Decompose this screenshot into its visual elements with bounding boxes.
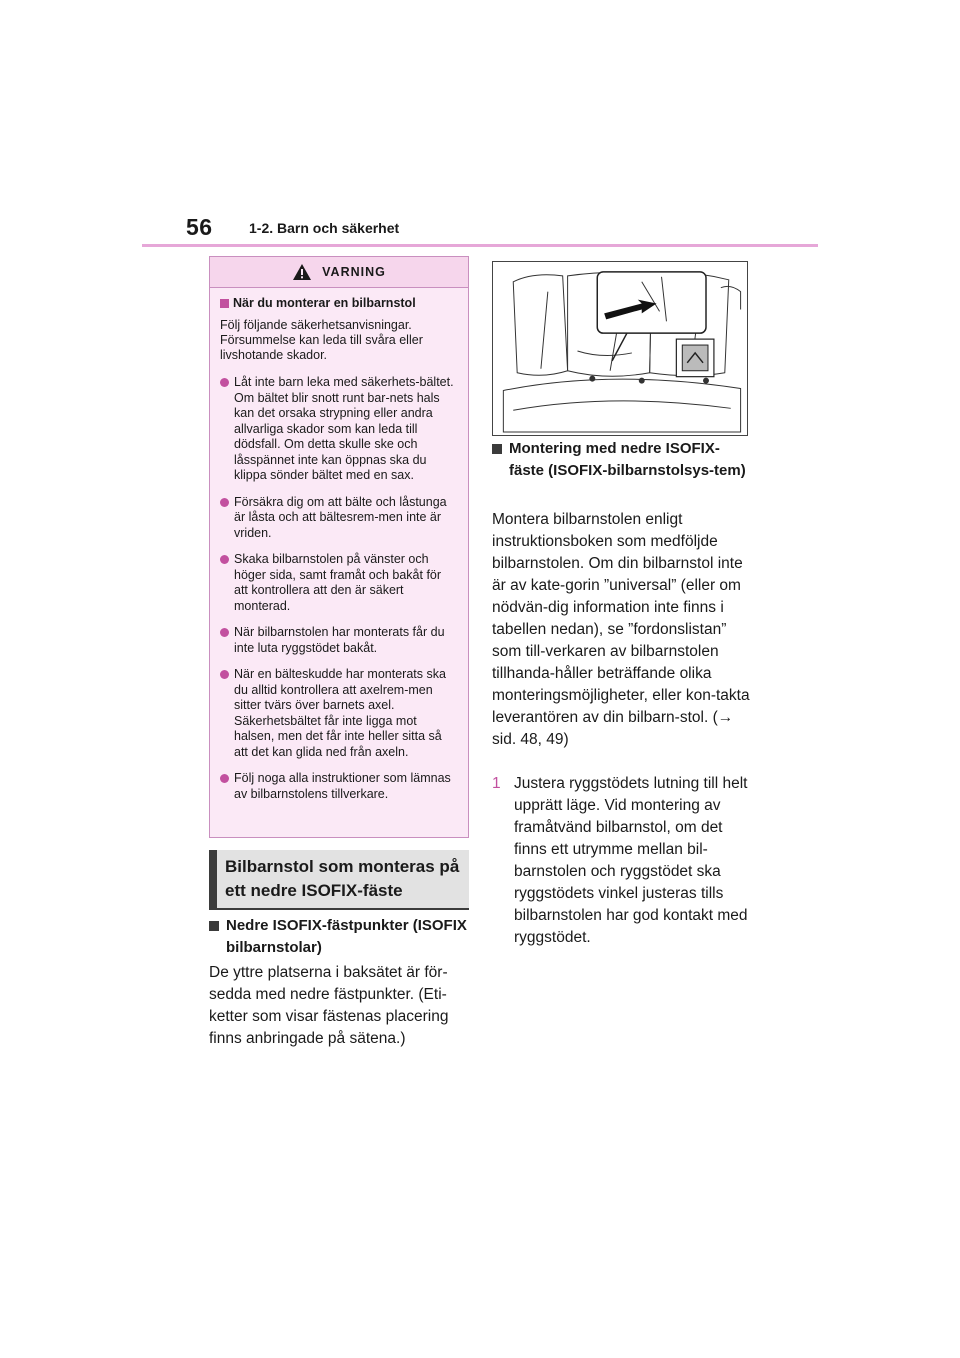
bullet-dot-icon [220,498,229,507]
warning-header [210,257,468,288]
warning-heading [220,296,458,310]
warning-item [220,495,458,542]
bullet-dot-icon [220,670,229,679]
warning-item [220,552,458,614]
warning-item [220,375,458,484]
square-bullet-icon [492,444,502,454]
warning-item-text: Följ noga alla instruktioner som lämnas av bilbarnstolens tillverkare. [234,771,451,801]
warning-box [209,256,469,838]
warning-item-text: När bilbarnstolen har monterats får du inte luta ryggstödet bakåt. [234,625,445,655]
warning-title: VARNING [322,265,386,279]
bullet-dot-icon [220,774,229,783]
warning-intro: Följ följande säkerhetsanvisningar. Försummelse kan leda till svåra eller livshotande skador. [220,318,423,362]
page-number: 56 [186,214,213,240]
square-bullet-icon [209,921,219,931]
warning-item-text: Skaka bilbarnstolen på vänster och höger sida, samt framåt och bakåt för att kontrollera att den är säkert monterad. [234,552,442,613]
header-divider [142,244,818,247]
isofix-anchors-paragraph: De yttre platserna i baksätet är för-sedda med nedre fästpunkter. (Eti-ketter som visar fästenas placering finns anbringade på sätena.) [209,964,449,1047]
square-bullet-icon [220,299,229,308]
warning-item [220,667,458,760]
step-number: 1 [492,775,501,792]
warning-item-text: När en bälteskudde har monterats ska du alltid kontrollera att axelrem-men sitter tvärs över barnets axel. Säkerhetsbältet får inte ligga mot halsen, men det får inte heller sitta så att det kan glida ned från axeln. [234,667,446,759]
isofix-mounting-paragraph: Montera bilbarnstolen enligt instruktionsboken som medföljde bilbarnstolen. Om din bilbarnstol inte är av kate-gorin ”universal” (eller om nödvän-dig information inte finns i tabellen nedan), se ”fordonslistan” som till-verkaren av bilbarnstolen tillhanda-håller beträffande olika monteringsmöjligheter, eller kon-takta leverantören av din bilbarn-stol. (→ sid. 48, 49) [492,511,750,748]
warning-heading-text: När du monterar en bilbarnstol [233,296,416,310]
section-heading: Bilbarnstol som monteras på ett nedre ISOFIX-fäste [209,850,469,910]
isofix-illustration [492,261,748,436]
bullet-dot-icon [220,628,229,637]
rear-seat-isofix-illustration [493,262,747,435]
subheading-text: Nedre ISOFIX-fästpunkter (ISOFIX bilbarnstolar) [226,917,467,956]
subheading-text: Montering med nedre ISOFIX-fäste (ISOFIX-bilbarnstolsys-tem) [509,440,746,479]
warning-item-text: Låt inte barn leka med säkerhets-bältet. Om bältet blir snott runt bar-nets hals kan det orsaka strypning eller andra allvarliga skador som kan leda till dödsfall. Om detta skulle ske och låsspännet inte kan öppnas ska du klippa sönder bältet med en sax. [234,375,454,482]
warning-item-text: Försäkra dig om att bälte och låstunga är låsta och att bältesrem-men inte är vriden. [234,494,447,540]
isofix-anchors-subheading [209,915,471,959]
isofix-mounting-subheading [492,438,754,482]
warning-item [220,771,458,802]
section-title: 1-2. Barn och säkerhet [249,220,400,236]
warning-triangle-icon [292,263,312,281]
step-item [492,773,754,949]
bullet-dot-icon [220,555,229,564]
warning-item [220,625,458,656]
bullet-dot-icon [220,378,229,387]
step-text: Justera ryggstödets lutning till helt upprätt läge. Vid montering av framåtvänd bilbarnstol, om det finns ett utrymme mellan bil-barnstolen och ryggstödet ska ryggstödets vinkel justeras tills bilbarnstolen har god kontakt med ryggstödet. [514,775,748,946]
